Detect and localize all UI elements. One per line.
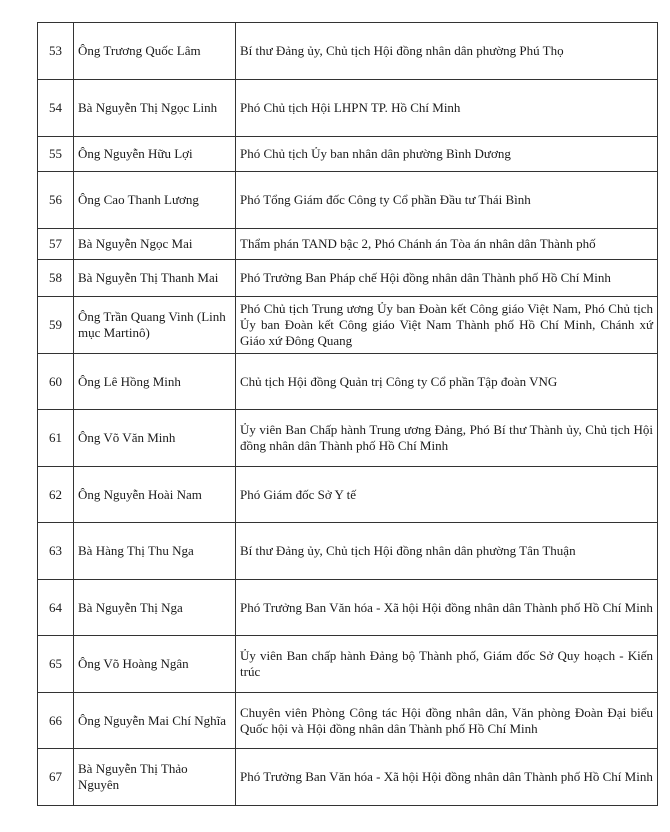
table-row (38, 297, 658, 354)
delegate-name: Bà Nguyễn Thị Thanh Mai (74, 260, 236, 297)
delegate-table (37, 22, 658, 806)
row-number: 53 (38, 23, 74, 80)
delegate-name: Bà Nguyễn Thị Ngọc Linh (74, 80, 236, 137)
delegate-position: Bí thư Đảng ủy, Chủ tịch Hội đồng nhân dân phường Phú Thọ (236, 23, 658, 80)
row-number: 62 (38, 467, 74, 523)
delegate-position: Phó Chủ tịch Trung ương Ủy ban Đoàn kết Công giáo Việt Nam, Phó Chủ tịch Ủy ban Đoàn kết Công giáo Việt Nam Thành phố Hồ Chí Minh, Chánh xứ Giáo xứ Đông Quang (236, 297, 658, 354)
row-number: 66 (38, 693, 74, 749)
delegate-name: Ông Nguyễn Hoài Nam (74, 467, 236, 523)
delegate-name: Ông Trần Quang Vinh (Linh mục Martinô) (74, 297, 236, 354)
delegate-position: Phó Trưởng Ban Pháp chế Hội đồng nhân dân Thành phố Hồ Chí Minh (236, 260, 658, 297)
row-number: 56 (38, 172, 74, 229)
delegate-name: Ông Võ Hoàng Ngân (74, 636, 236, 693)
table-row (38, 693, 658, 749)
delegate-name: Ông Võ Văn Minh (74, 410, 236, 467)
table-row (38, 172, 658, 229)
row-number: 54 (38, 80, 74, 137)
table-row (38, 23, 658, 80)
table-row (38, 523, 658, 580)
delegate-position: Phó Giám đốc Sở Y tế (236, 467, 658, 523)
table-row (38, 410, 658, 467)
delegate-position: Phó Tổng Giám đốc Công ty Cổ phần Đầu tư Thái Bình (236, 172, 658, 229)
table-row (38, 636, 658, 693)
delegate-position: Phó Chủ tịch Ủy ban nhân dân phường Bình Dương (236, 137, 658, 172)
row-number: 60 (38, 354, 74, 410)
delegate-name: Ông Lê Hồng Minh (74, 354, 236, 410)
table-row (38, 80, 658, 137)
table-row (38, 749, 658, 806)
table-row (38, 580, 658, 636)
delegate-position: Chuyên viên Phòng Công tác Hội đồng nhân dân, Văn phòng Đoàn Đại biểu Quốc hội và Hội đồng nhân dân Thành phố Hồ Chí Minh (236, 693, 658, 749)
table-row (38, 260, 658, 297)
row-number: 58 (38, 260, 74, 297)
row-number: 61 (38, 410, 74, 467)
delegate-position: Thẩm phán TAND bậc 2, Phó Chánh án Tòa án nhân dân Thành phố (236, 229, 658, 260)
delegate-name: Ông Trương Quốc Lâm (74, 23, 236, 80)
table-row (38, 467, 658, 523)
row-number: 55 (38, 137, 74, 172)
delegate-name: Bà Nguyễn Ngọc Mai (74, 229, 236, 260)
table-row (38, 137, 658, 172)
row-number: 59 (38, 297, 74, 354)
delegate-name: Ông Nguyễn Mai Chí Nghĩa (74, 693, 236, 749)
row-number: 65 (38, 636, 74, 693)
table-row (38, 354, 658, 410)
row-number: 57 (38, 229, 74, 260)
delegate-position: Chủ tịch Hội đồng Quản trị Công ty Cổ phần Tập đoàn VNG (236, 354, 658, 410)
delegate-name: Ông Nguyễn Hữu Lợi (74, 137, 236, 172)
delegate-name: Bà Nguyễn Thị Thảo Nguyên (74, 749, 236, 806)
delegate-name: Bà Hàng Thị Thu Nga (74, 523, 236, 580)
delegate-position: Phó Chủ tịch Hội LHPN TP. Hồ Chí Minh (236, 80, 658, 137)
delegate-position: Phó Trưởng Ban Văn hóa - Xã hội Hội đồng nhân dân Thành phố Hồ Chí Minh (236, 749, 658, 806)
table-row (38, 229, 658, 260)
delegate-position: Ủy viên Ban Chấp hành Trung ương Đảng, Phó Bí thư Thành ủy, Chủ tịch Hội đồng nhân dân Thành phố Hồ Chí Minh (236, 410, 658, 467)
delegate-position: Bí thư Đảng ủy, Chủ tịch Hội đồng nhân dân phường Tân Thuận (236, 523, 658, 580)
delegate-name: Ông Cao Thanh Lương (74, 172, 236, 229)
row-number: 63 (38, 523, 74, 580)
delegate-position: Ủy viên Ban chấp hành Đảng bộ Thành phố, Giám đốc Sở Quy hoạch - Kiến trúc (236, 636, 658, 693)
row-number: 64 (38, 580, 74, 636)
delegate-position: Phó Trưởng Ban Văn hóa - Xã hội Hội đồng nhân dân Thành phố Hồ Chí Minh (236, 580, 658, 636)
delegate-name: Bà Nguyễn Thị Nga (74, 580, 236, 636)
row-number: 67 (38, 749, 74, 806)
